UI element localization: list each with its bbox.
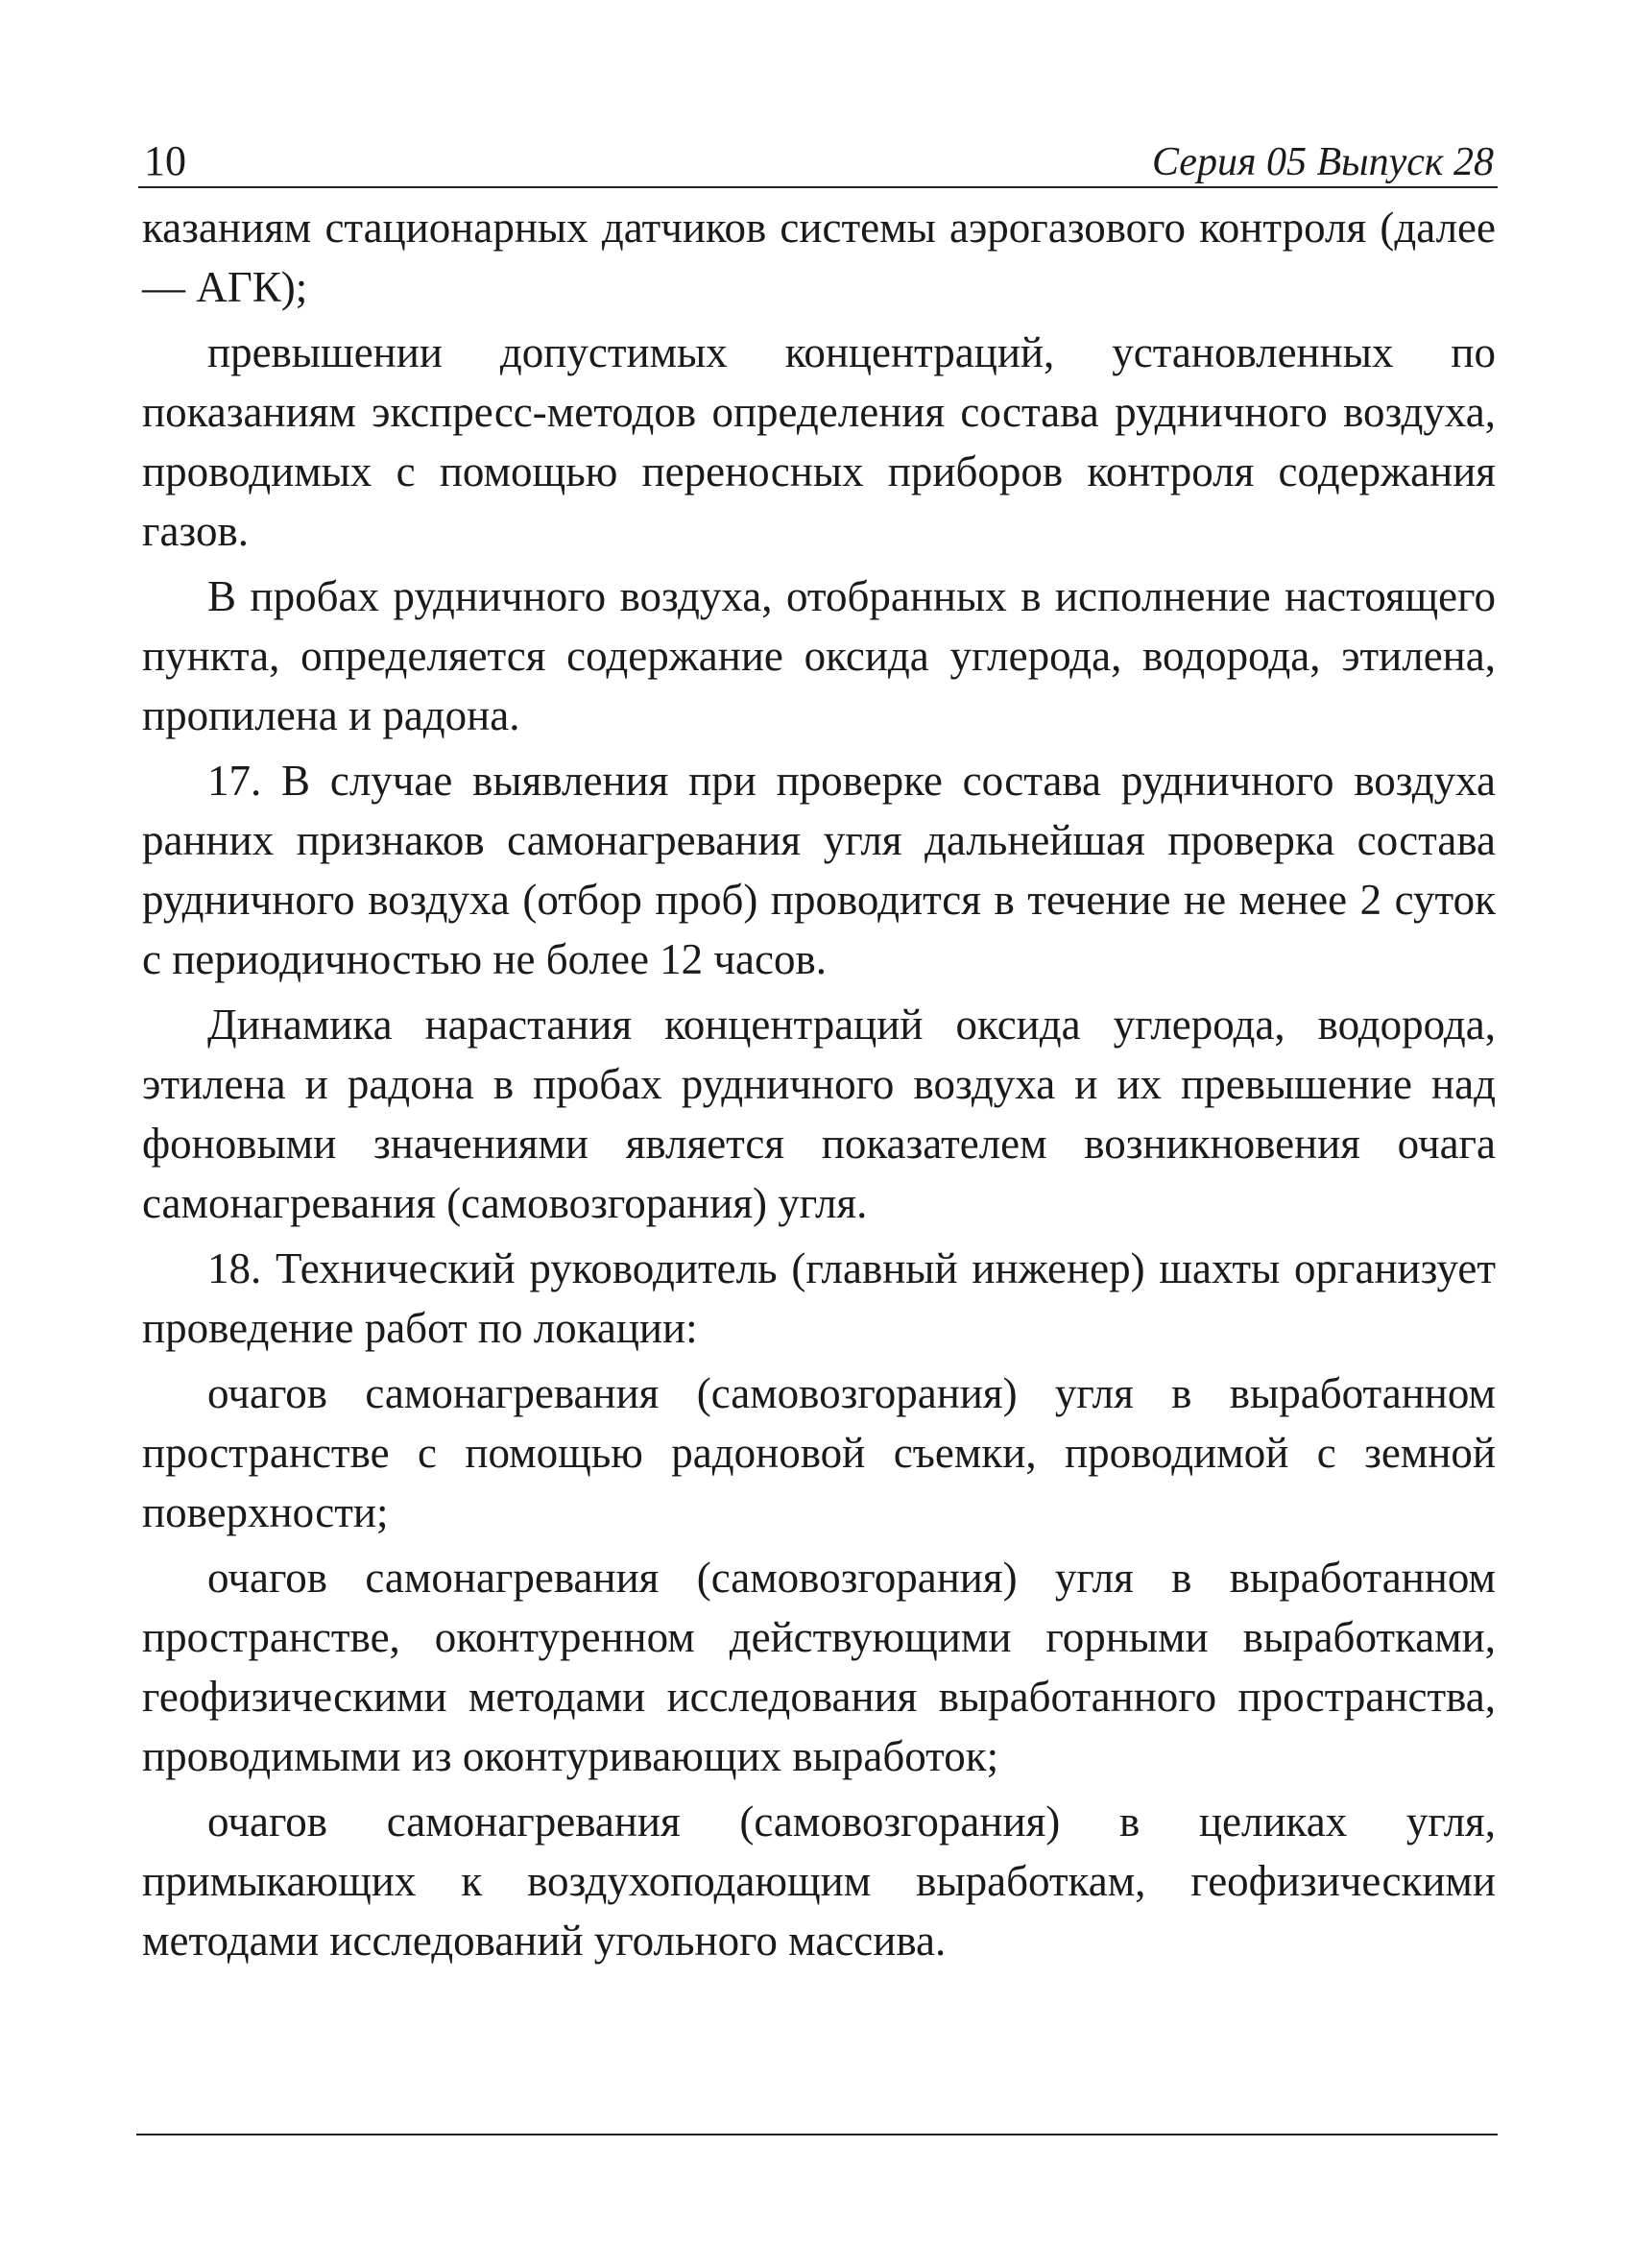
paragraph: очагов самонагревания (самовозгорания) угля в выработанном пространстве, оконтуренном действующими горными выработками, геофизическими методами исследования выработанного пространства, проводимыми из оконтуривающих выработок; bbox=[142, 1554, 1496, 1780]
paragraph: 18. Технический руководитель (главный инженер) шахты организует проведение работ по локации: bbox=[142, 1244, 1496, 1352]
paragraph: очагов самонагревания (самовозгорания) угля в выработанном пространстве с помощью радоновой съемки, проводимой с земной поверхности; bbox=[142, 1369, 1496, 1536]
paragraph: превышении допустимых концентраций, установленных по показаниям экспресс-методов определения состава рудничного воздуха, проводимых с помощью переносных приборов контроля содержания газов. bbox=[142, 328, 1496, 555]
paragraph: казаниям стационарных датчиков системы аэрогазового контроля (далее — АГК); bbox=[142, 204, 1496, 311]
series-issue: Серия 05 Выпуск 28 bbox=[1152, 140, 1494, 184]
paragraph: 17. В случае выявления при проверке состава рудничного воздуха ранних признаков самонагревания угля дальнейшая проверка состава рудничного воздуха (отбор проб) проводится в течение не менее 2 суток с периодичностью не более 12 часов. bbox=[142, 757, 1496, 983]
paragraph: очагов самонагревания (самовозгорания) в целиках угля, примыкающих к воздухоподающим выработкам, геофизическими методами исследований угольного массива. bbox=[142, 1798, 1496, 1965]
page-number: 10 bbox=[144, 137, 186, 184]
paragraph: В пробах рудничного воздуха, отобранных в исполнение настоящего пункта, определяется содержание оксида углерода, водорода, этилена, пропилена и радона. bbox=[142, 572, 1496, 739]
body-text bbox=[142, 198, 1496, 1976]
page-header bbox=[138, 131, 1498, 188]
paragraph: Динамика нарастания концентраций оксида углерода, водорода, этилена и радона в пробах рудничного воздуха и их превышение над фоновыми значениями является показателем возникновения очага самонагревания (самовозгорания) угля. bbox=[142, 1001, 1496, 1227]
footer-divider bbox=[136, 2134, 1498, 2135]
